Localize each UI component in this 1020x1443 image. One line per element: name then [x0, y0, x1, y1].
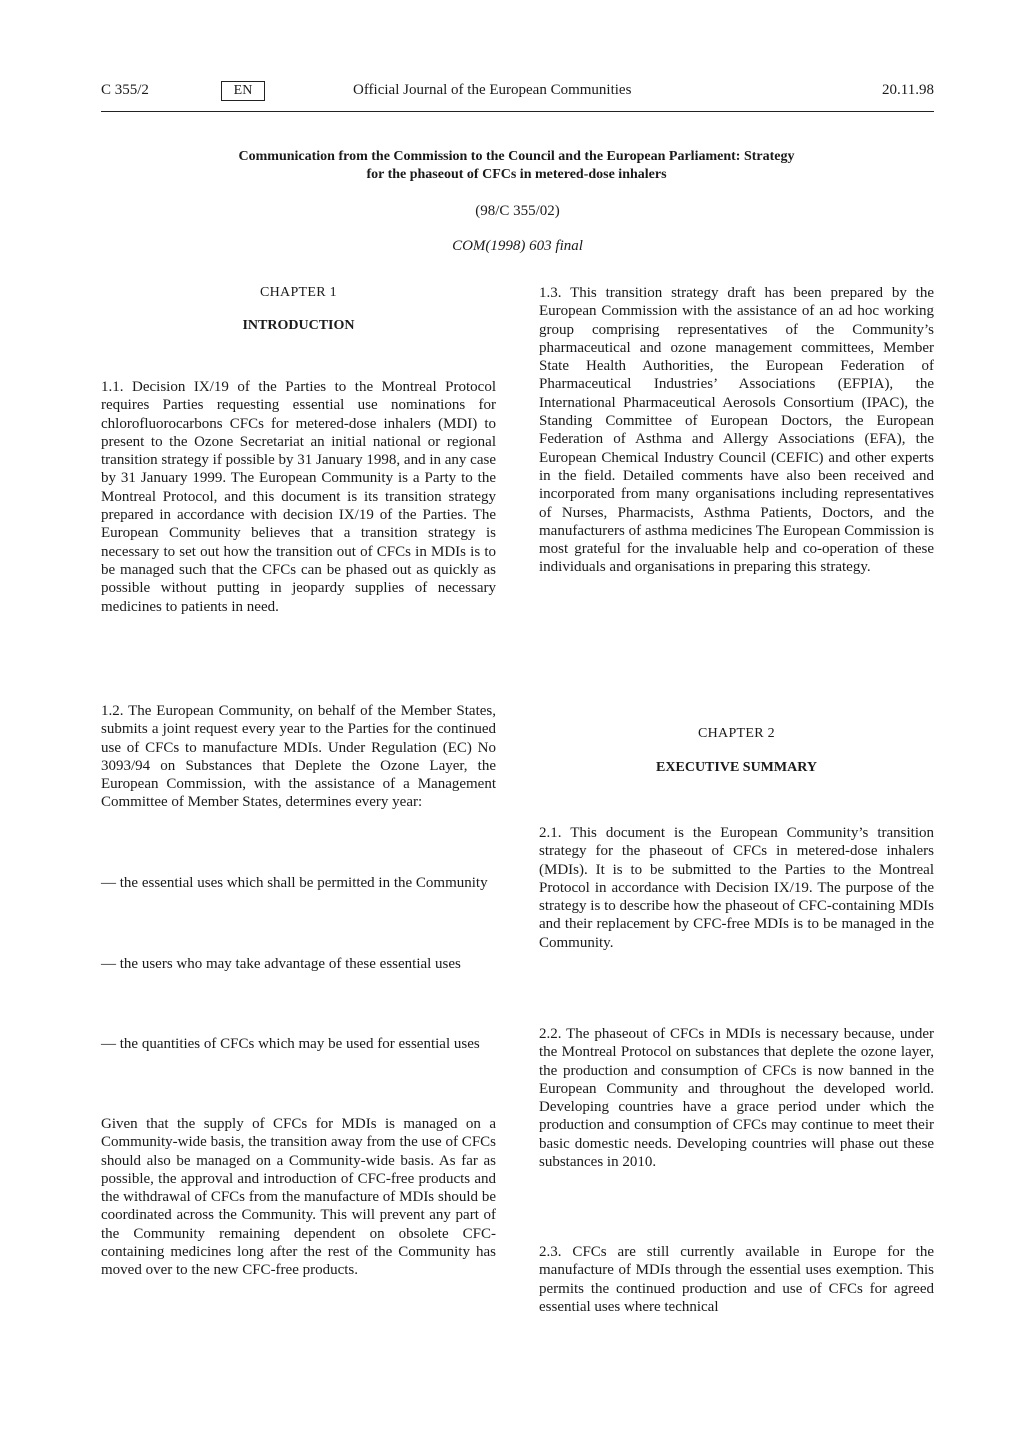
paragraph-1-3	[539, 284, 934, 577]
paragraph-1-1-text: 1.1. Decision IX/19 of the Parties to the Montreal Protocol requires Parties requesting essential use nominations for chlorofluorocarbons CFCs for metered-dose inhalers (MDI) to present to the Ozone Secretariat an initial national or regional transition strategy if possible by 31 January 1998, and in any case by 31 January 1999. The European Community is a Party to the Montreal Protocol, and this document is its transition strategy prepared in accordance with decision IX/19 of the Parties. The European Community believes that a transition strategy is necessary to set out how the transition out of CFCs in MDIs is to be managed such that the CFCs can be phased out as quickly as possible without putting in jeopardy supplies of necessary medicines to patients in need.	[101, 379, 496, 615]
page-reference: C 355/2	[101, 82, 149, 98]
publication-date: 20.11.98	[882, 82, 934, 98]
list-item	[101, 955, 496, 973]
chapter-1-heading: INTRODUCTION	[242, 318, 355, 333]
paragraph-1-3-text: 1.3. This transition strategy draft has been prepared by the European Commission with the assistance of an ad hoc working group comprising representatives of the Community’s pharmaceutical and ozone management committees, Member State Health Authorities, the European Federation of Pharmaceutical Industries’ Associations (EFPIA), the International Pharmaceutical Aerosols Consortium (IPAC), the Standing Committee of European Doctors, the European Federation of Asthma and Allergy Associations (EFA), the European Chemical Industry Council (CEFIC) and other experts in the field. Detailed comments have also been received and incorporated from many organisations including representatives of Nurses, Pharmacists, Asthma Patients, Doctors, and the manufacturers of asthma medicines The European Commission is most grateful for the invaluable help and co-operation of these individuals and organisations in preparing this strategy.	[539, 285, 934, 576]
chapter-2-heading: EXECUTIVE SUMMARY	[656, 760, 817, 775]
chapter-2-label: CHAPTER 2	[698, 726, 775, 741]
paragraph-1-2-text: 1.2. The European Community, on behalf of the Member States, submits a joint request every year to the Parties for the continued use of CFCs to manufacture MDIs. Under Regulation (EC) No 3093/94 on Substances that Deplete the Ozone Layer, the European Commission, with the assistance of a Management Committee of Member States, determines every year:	[101, 703, 496, 811]
paragraph-given	[101, 1115, 496, 1280]
paragraph-2-1	[539, 824, 934, 952]
paragraph-1-1	[101, 378, 496, 616]
com-number: COM(1998) 603 final	[452, 238, 583, 254]
journal-title: Official Journal of the European Communities	[353, 82, 632, 98]
page-header	[101, 80, 934, 102]
list-item-users: — the users who may take advantage of these essential uses	[101, 956, 461, 972]
title-line-2: for the phaseout of CFCs in metered-dose inhalers	[366, 167, 667, 182]
list-item	[101, 1035, 496, 1053]
paragraph-given-text: Given that the supply of CFCs for MDIs is managed on a Community-wide basis, the transition away from the use of CFCs should also be managed on a Community-wide basis. As far as possible, the approval and introduction of CFC-free products and the withdrawal of CFCs from the manufacture of MDIs should be coordinated across the Community. This will prevent any part of the Community remaining dependent on obsolete CFC-containing medicines long after the rest of the Community has moved over to the new CFC-free products.	[101, 1116, 496, 1279]
paragraph-2-3	[539, 1243, 934, 1316]
list-item-quantities: — the quantities of CFCs which may be used for essential uses	[101, 1036, 480, 1052]
paragraph-2-2-text: 2.2. The phaseout of CFCs in MDIs is necessary because, under the Montreal Protocol on substances that deplete the ozone layer, the production and consumption of CFCs is now banned in the European Community and throughout the developed world. Developing countries have a grace period under which the production and consumption of CFCs may continue to meet their basic domestic needs. Developing countries will phase out these substances in 2010.	[539, 1026, 934, 1171]
document-reference: (98/C 355/02)	[475, 203, 560, 219]
language-badge: EN	[221, 81, 265, 101]
chapter-1-label: CHAPTER 1	[260, 285, 337, 300]
paragraph-2-3-text: 2.3. CFCs are still currently available in Europe for the manufacture of MDIs through the essential uses exemption. This permits the continued production and use of CFCs for agreed essential uses where technical	[539, 1244, 934, 1315]
list-item	[101, 874, 496, 892]
list-item-essential-uses: — the essential uses which shall be permitted in the Community	[101, 875, 488, 891]
document-title	[120, 148, 913, 184]
title-line-1: Communication from the Commission to the Council and the European Parliament: Strategy	[238, 149, 795, 164]
paragraph-1-2	[101, 702, 496, 812]
paragraph-2-1-text: 2.1. This document is the European Community’s transition strategy for the phaseout of CFCs in metered-dose inhalers (MDIs). It is to be submitted to the Parties to the Montreal Protocol in accordance with Decision IX/19. The purpose of the strategy is to describe how the phaseout of CFC-containing MDIs and their replacement by CFC-free MDIs is to be managed in the Community.	[539, 825, 934, 951]
header-rule	[101, 111, 934, 112]
paragraph-2-2	[539, 1025, 934, 1171]
